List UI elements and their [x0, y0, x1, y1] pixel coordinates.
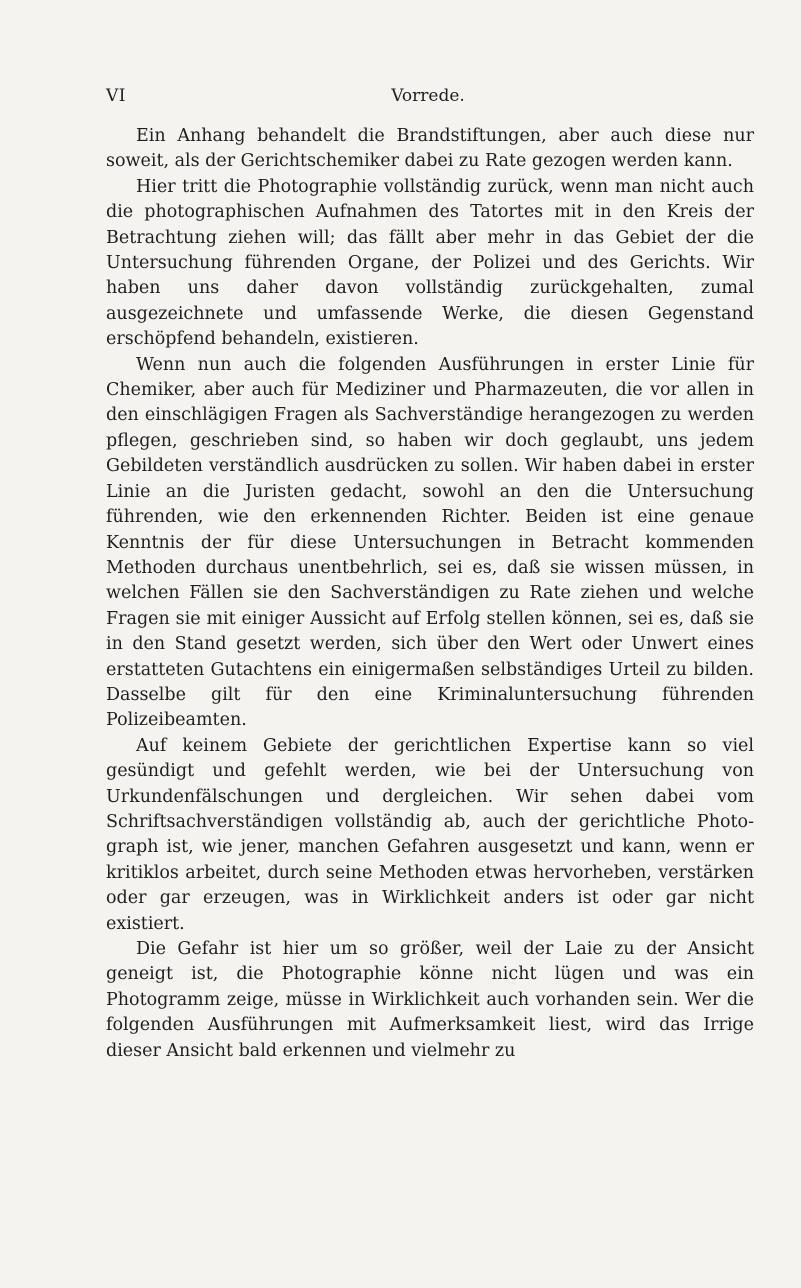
- body-text: [106, 124, 754, 1064]
- paragraph-gefahr: Die Gefahr ist hier um so größer, weil der Laie zu der Ansicht geneigt ist, die Photographie könne nicht lügen und was ein Photogramm zeige, müsse in Wirklichkeit auch vorhanden sein. Wer die folgenden Ausführungen mit Aufmerksamkeit liest, wird das Irrige dieser Ansicht bald erkennen und vielmehr zu: [106, 939, 754, 1061]
- paragraph-zielgruppe: Wenn nun auch die folgenden Ausführungen in erster Linie für Chemiker, aber auch für Mediziner und Pharmazeuten, die vor allen in den einschlägigen Fragen als Sachverständige herangezogen zu werden pflegen, geschrieben sind, so haben wir doch geglaubt, uns jedem Gebildeten verständlich ausdrücken zu sollen. Wir haben dabei in erster Linie an die Juristen gedacht, sowohl an den die Untersuchung führenden, wie den erkennenden Richter. Beiden ist eine genaue Kenntnis der für diese Untersuchungen in Betracht kommenden Methoden durchaus unentbehrlich, sei es, daß sie wissen müssen, in welchen Fällen sie den Sachverständigen zu Rate ziehen und welche Fragen sie mit einiger Aussicht auf Erfolg stellen können, sei es, daß sie in den Stand gesetzt werden, sich über den Wert oder Unwert eines erstatteten Gutachtens ein einigermaßen selbständiges Urteil zu bilden. Dasselbe gilt für den eine Kriminaluntersuchung führenden Polizeibeamten.: [106, 354, 754, 731]
- paragraph-photographie: Hier tritt die Photographie vollständig zurück, wenn man nicht auch die photographischen Aufnahmen des Tatortes mit in den Kreis der Betrachtung ziehen will; das fällt aber mehr in das Gebiet der die Untersuchung führenden Organe, der Polizei und des Gerichts. Wir haben uns daher davon vollständig zurückgehalten, zumal ausgezeichnete und umfassende Werke, die diesen Gegenstand erschöpfend behandeln, existieren.: [106, 176, 754, 350]
- running-head: [106, 86, 750, 112]
- page-number: VI: [106, 86, 126, 106]
- paragraph-urkundenfaelschungen: Auf keinem Gebiete der gerichtlichen Expertise kann so viel gesündigt und gefehlt werden, wie bei der Untersuchung von Urkundenfälschungen und dergleichen. Wir sehen dabei vom Schriftsachverständigen vollständig ab, auch der gerichtliche Photograph ist, wie jener, manchen Gefahren ausgesetzt und kann, wenn er kritiklos arbeitet, durch seine Methoden etwas hervorheben, verstärken oder gar erzeugen, was in Wirklichkeit anders ist oder gar nicht existiert.: [106, 735, 754, 934]
- running-head-title: Vorrede.: [391, 86, 465, 106]
- paragraph-brandstiftungen: Ein Anhang behandelt die Brandstiftungen, aber auch diese nur soweit, als der Gerichtschemiker dabei zu Rate gezogen werden kann.: [106, 126, 754, 172]
